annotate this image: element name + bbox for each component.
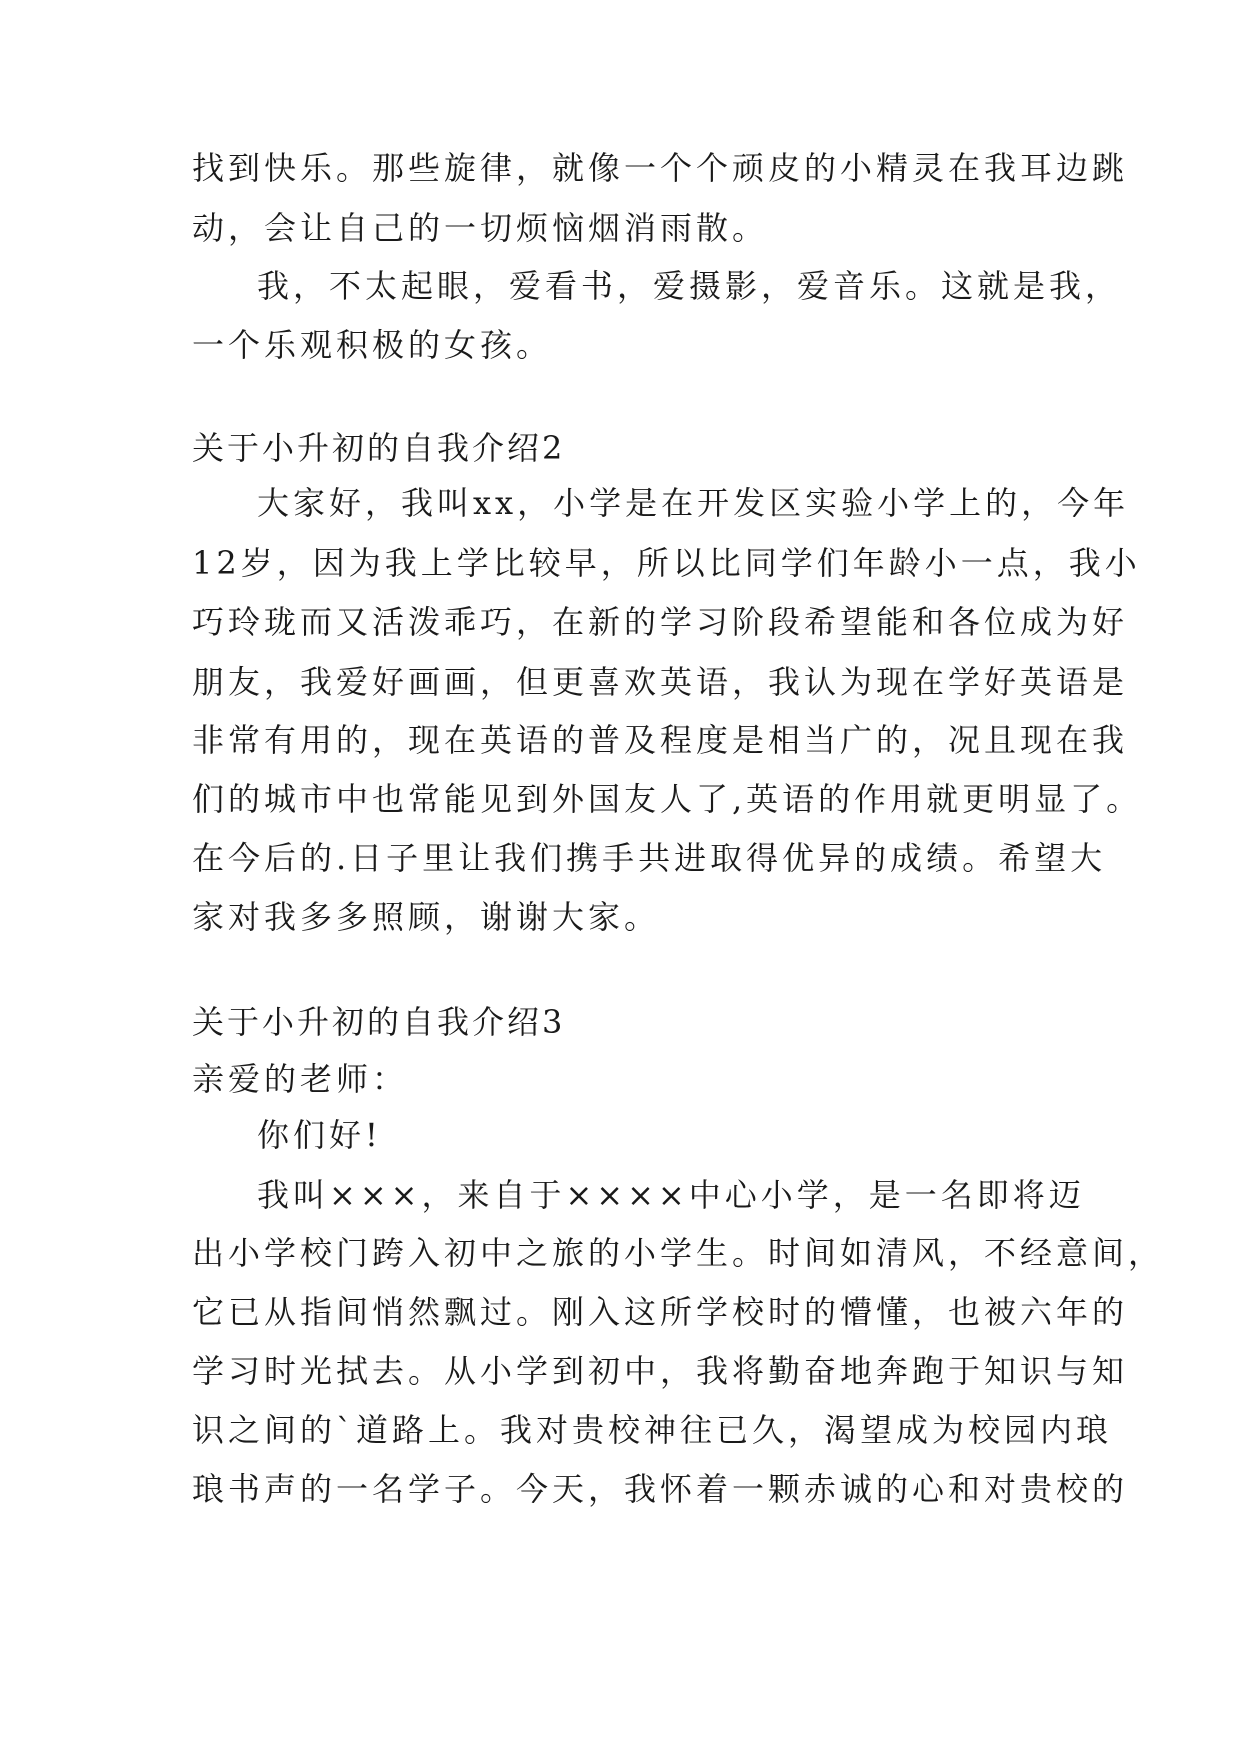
paragraph-line: 出小学校门跨入初中之旅的小学生。时间如清风，不经意间， xyxy=(192,1234,1165,1272)
paragraph-line: 识之间的`道路上。我对贵校神往已久，渴望成为校园内琅 xyxy=(192,1411,1113,1449)
paragraph-line: 家对我多多照顾，谢谢大家。 xyxy=(192,898,661,936)
paragraph-line: 巧玲珑而又活泼乖巧，在新的学习阶段希望能和各位成为好 xyxy=(192,603,1129,641)
paragraph-line: 朋友，我爱好画画，但更喜欢英语，我认为现在学好英语是 xyxy=(192,663,1129,701)
paragraph-line: 在今后的.日子里让我们携手共进取得优异的成绩。希望大 xyxy=(192,839,1107,877)
paragraph-line: 它已从指间悄然飘过。刚入这所学校时的懵懂，也被六年的 xyxy=(192,1293,1129,1331)
paragraph-line: 琅书声的一名学子。今天，我怀着一颗赤诚的心和对贵校的 xyxy=(192,1470,1129,1508)
paragraph-line: 一个乐观积极的女孩。 xyxy=(192,326,553,364)
paragraph-line: 学习时光拭去。从小学到初中，我将勤奋地奔跑于知识与知 xyxy=(192,1352,1129,1390)
paragraph-line: 找到快乐。那些旋律，就像一个个顽皮的小精灵在我耳边跳 xyxy=(192,149,1129,187)
paragraph-line: 非常有用的，现在英语的普及程度是相当广的，况且现在我 xyxy=(192,721,1129,759)
paragraph-line: 大家好，我叫xx，小学是在开发区实验小学上的，今年 xyxy=(257,484,1130,522)
salutation: 亲爱的老师： xyxy=(192,1060,409,1098)
section-heading: 关于小升初的自我介绍3 xyxy=(192,1003,566,1041)
paragraph-line: 12岁，因为我上学比较早，所以比同学们年龄小一点，我小 xyxy=(192,544,1141,582)
paragraph-line: 们的城市中也常能见到外国友人了,英语的作用就更明显了。 xyxy=(192,780,1143,818)
greeting: 你们好! xyxy=(257,1116,382,1154)
paragraph-line: 动，会让自己的一切烦恼烟消雨散。 xyxy=(192,209,769,247)
paragraph-line: 我叫×××，来自于××××中心小学，是一名即将迈 xyxy=(257,1176,1085,1214)
section-heading: 关于小升初的自我介绍2 xyxy=(192,429,566,467)
paragraph-line: 我，不太起眼，爱看书，爱摄影，爱音乐。这就是我， xyxy=(257,267,1122,305)
